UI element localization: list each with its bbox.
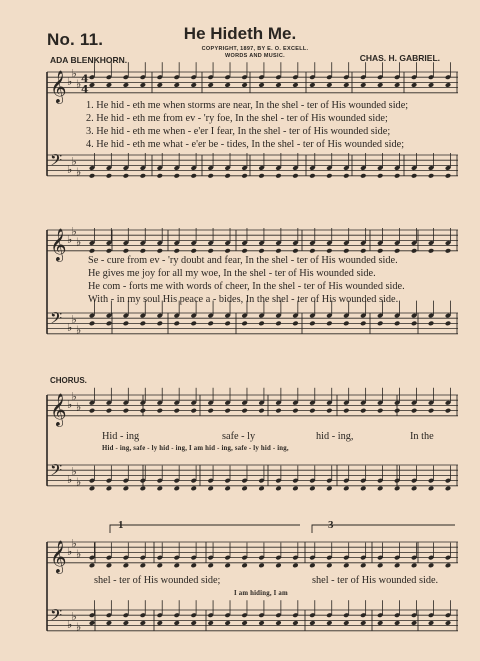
system1-verses <box>86 99 408 151</box>
treble-note <box>360 563 366 569</box>
treble-note <box>326 82 332 88</box>
treble-note <box>106 408 112 414</box>
treble-note <box>207 82 213 88</box>
flat-sign: ♭ <box>76 235 82 249</box>
treble-note <box>258 248 264 254</box>
treble-note <box>157 563 163 569</box>
bass-note <box>377 173 383 179</box>
treble-note <box>174 248 180 254</box>
verse-line: 4. He hid - eth me what - e'er be - tides, In the shel - ter of His wounded side; <box>86 139 405 150</box>
bass-note <box>326 620 332 626</box>
bass-note <box>275 486 281 492</box>
treble-clef: 𝄞 <box>50 227 67 261</box>
treble-note <box>140 563 146 569</box>
flat-sign: ♭ <box>71 390 77 403</box>
bass-note <box>140 321 146 327</box>
bass-note <box>292 620 298 626</box>
bass-note <box>445 486 451 492</box>
flat-sign: ♭ <box>71 225 77 238</box>
bass-note <box>428 321 434 327</box>
treble-note <box>428 563 434 569</box>
bass-note <box>411 321 417 327</box>
treble-note <box>445 82 451 88</box>
bass-note <box>89 620 95 626</box>
treble-note <box>343 563 349 569</box>
treble-note <box>207 248 213 254</box>
treble-note <box>377 248 383 254</box>
bass-note <box>190 620 196 626</box>
treble-note <box>140 408 146 414</box>
bass-note <box>123 620 129 626</box>
treble-note <box>174 563 180 569</box>
bass-note <box>394 486 400 492</box>
verse-line: With - in my soul His peace a - bides, In the shel - ter of His wounded side. <box>88 294 399 305</box>
verse-line: Se - cure from ev - 'ry doubt and fear, In the shel - ter of His wounded side. <box>88 255 398 266</box>
bass-note <box>140 486 146 492</box>
bass-note <box>411 486 417 492</box>
flat-sign: ♭ <box>67 397 73 411</box>
treble-note <box>343 82 349 88</box>
treble-note <box>292 408 298 414</box>
treble-note <box>292 248 298 254</box>
bass-note <box>258 486 264 492</box>
treble-note <box>241 82 247 88</box>
treble-note <box>207 563 213 569</box>
bass-note <box>174 321 180 327</box>
bass-note <box>343 321 349 327</box>
treble-note <box>224 82 230 88</box>
treble-note <box>157 248 163 254</box>
bass-note <box>140 620 146 626</box>
bass-note <box>174 620 180 626</box>
treble-note <box>309 563 315 569</box>
bass-note <box>157 620 163 626</box>
treble-note <box>428 408 434 414</box>
treble-note <box>292 82 298 88</box>
flat-sign: ♭ <box>71 313 77 327</box>
treble-note <box>343 248 349 254</box>
bass-note <box>89 173 95 179</box>
bass-note <box>309 173 315 179</box>
flat-sign: ♭ <box>71 537 77 550</box>
treble-note <box>106 82 112 88</box>
bass-note <box>292 321 298 327</box>
bass-note <box>106 620 112 626</box>
second-ending-number: 3 <box>328 519 334 531</box>
bass-note <box>275 321 281 327</box>
treble-note <box>258 82 264 88</box>
treble-note <box>106 248 112 254</box>
bass-note <box>207 173 213 179</box>
bass-note <box>326 321 332 327</box>
flat-sign: ♭ <box>71 465 77 479</box>
bass-note <box>428 620 434 626</box>
treble-note <box>190 563 196 569</box>
treble-note <box>428 248 434 254</box>
treble-note <box>360 82 366 88</box>
treble-note <box>224 248 230 254</box>
treble-note <box>224 408 230 414</box>
first-ending-number: 1 <box>118 519 124 531</box>
treble-note <box>123 408 129 414</box>
copyright-line: COPYRIGHT, 1897, BY E. O. EXCELL. <box>201 46 309 52</box>
verse-line: He gives me joy for all my woe, In the shel - ter of His wounded side. <box>88 268 376 279</box>
bass-note <box>123 486 129 492</box>
treble-note <box>224 563 230 569</box>
ending-small-lyric: I am hiding, I am <box>234 590 288 597</box>
first-ending-bracket <box>110 525 300 533</box>
chorus-small-lyric: Hid - ing, safe - ly hid - ing, I am hid - ing, safe - ly hid - ing, <box>102 445 289 452</box>
bass-note <box>343 486 349 492</box>
treble-note <box>411 82 417 88</box>
treble-note <box>343 408 349 414</box>
treble-note <box>258 563 264 569</box>
bass-note <box>343 620 349 626</box>
bass-note <box>207 620 213 626</box>
bass-note <box>258 620 264 626</box>
bass-note <box>207 321 213 327</box>
flat-sign: ♭ <box>67 163 73 176</box>
treble-note <box>394 82 400 88</box>
bass-note <box>207 486 213 492</box>
treble-note <box>123 248 129 254</box>
treble-note <box>377 408 383 414</box>
bass-note <box>157 486 163 492</box>
bass-note <box>343 173 349 179</box>
bass-note <box>428 173 434 179</box>
treble-note <box>258 408 264 414</box>
treble-note <box>275 82 281 88</box>
treble-note <box>394 563 400 569</box>
system2-verses <box>88 254 405 306</box>
flat-sign: ♭ <box>76 77 82 91</box>
flat-sign: ♭ <box>71 610 77 624</box>
bass-note <box>89 321 95 327</box>
bass-note <box>157 173 163 179</box>
flat-sign: ♭ <box>71 155 77 169</box>
bass-note <box>157 321 163 327</box>
bass-note <box>309 321 315 327</box>
chorus-lyric: Hid - ing <box>102 431 140 442</box>
chorus-lyric: In the <box>410 431 434 442</box>
bass-note <box>411 620 417 626</box>
flat-sign: ♭ <box>67 232 73 246</box>
flat-sign: ♭ <box>67 321 73 334</box>
treble-note <box>445 408 451 414</box>
treble-note <box>106 563 112 569</box>
treble-note <box>445 248 451 254</box>
flat-sign: ♭ <box>76 475 82 489</box>
bass-clef: 𝄢 <box>50 606 63 629</box>
chorus-label: CHORUS. <box>50 376 87 385</box>
treble-note <box>309 82 315 88</box>
hymn-title: He Hideth Me. <box>183 24 297 43</box>
hymn-number: No. 11. <box>47 30 104 49</box>
treble-note <box>326 408 332 414</box>
flat-sign: ♭ <box>67 544 73 558</box>
treble-note <box>377 82 383 88</box>
flat-sign: ♭ <box>76 620 82 634</box>
bass-note <box>224 486 230 492</box>
verse-line: 1. He hid - eth me when storms are near, In the shel - ter of His wounded side; <box>86 100 409 111</box>
composer-credit: CHAS. H. GABRIEL. <box>359 53 440 63</box>
flat-sign: ♭ <box>76 547 82 561</box>
flat-sign: ♭ <box>76 400 82 414</box>
lyricist-credit: ADA BLENKHORN. <box>50 55 128 65</box>
treble-note <box>292 563 298 569</box>
bass-note <box>190 321 196 327</box>
bass-note <box>445 321 451 327</box>
treble-note <box>445 563 451 569</box>
bass-note <box>224 620 230 626</box>
treble-note <box>123 563 129 569</box>
bass-note <box>140 173 146 179</box>
time-signature: 4 <box>81 82 89 96</box>
flat-sign: ♭ <box>76 165 82 179</box>
treble-note <box>428 82 434 88</box>
treble-note <box>275 563 281 569</box>
flat-sign: ♭ <box>76 323 82 337</box>
bass-clef: 𝄢 <box>50 151 63 174</box>
treble-note <box>207 408 213 414</box>
bass-note <box>309 620 315 626</box>
verse-line: 2. He hid - eth me from ev - 'ry foe, In the shel - ter of His wounded side; <box>86 113 388 124</box>
treble-note <box>140 248 146 254</box>
treble-note <box>190 82 196 88</box>
flat-sign: ♭ <box>67 473 73 486</box>
treble-note <box>275 248 281 254</box>
treble-note <box>411 408 417 414</box>
bass-note <box>394 173 400 179</box>
bass-note <box>275 173 281 179</box>
chorus-lyric: safe - ly <box>222 431 256 442</box>
time-signature: 4 <box>81 72 89 86</box>
treble-note <box>411 563 417 569</box>
bass-note <box>190 486 196 492</box>
treble-note <box>377 563 383 569</box>
treble-note <box>89 563 95 569</box>
bass-note <box>326 173 332 179</box>
bass-note <box>275 620 281 626</box>
treble-note <box>174 408 180 414</box>
bass-note <box>106 173 112 179</box>
words-music-line: WORDS AND MUSIC. <box>225 53 285 59</box>
bass-note <box>445 173 451 179</box>
treble-note <box>89 408 95 414</box>
bass-note <box>292 173 298 179</box>
bass-note <box>411 173 417 179</box>
bass-note <box>258 173 264 179</box>
flat-sign: ♭ <box>67 618 73 631</box>
bass-note <box>106 321 112 327</box>
bass-note <box>360 173 366 179</box>
bass-note <box>241 486 247 492</box>
treble-note <box>89 248 95 254</box>
bass-note <box>445 620 451 626</box>
flat-sign: ♭ <box>71 67 77 80</box>
bass-note <box>360 321 366 327</box>
treble-note <box>190 408 196 414</box>
treble-note <box>309 408 315 414</box>
bass-note <box>174 173 180 179</box>
bass-note <box>258 321 264 327</box>
bass-note <box>224 321 230 327</box>
bass-note <box>106 486 112 492</box>
treble-clef: 𝄞 <box>50 69 67 103</box>
bass-clef: 𝄢 <box>50 309 63 332</box>
chorus-lyric: hid - ing, <box>316 431 354 442</box>
bass-note <box>241 321 247 327</box>
verse-line: 3. He hid - eth me when - e'er I fear, In the shel - ter of His wounded side; <box>86 126 391 137</box>
bass-note <box>241 173 247 179</box>
treble-note <box>89 82 95 88</box>
treble-note <box>140 82 146 88</box>
bass-note <box>428 486 434 492</box>
bass-note <box>224 173 230 179</box>
treble-note <box>411 248 417 254</box>
bass-note <box>123 321 129 327</box>
bass-note <box>377 486 383 492</box>
ending-lyric: shel - ter of His wounded side. <box>312 575 439 586</box>
treble-note <box>309 248 315 254</box>
bass-note <box>292 486 298 492</box>
bass-note <box>123 173 129 179</box>
bass-note <box>89 486 95 492</box>
bass-note <box>309 486 315 492</box>
bass-note <box>377 620 383 626</box>
treble-note <box>275 408 281 414</box>
treble-clef: 𝄞 <box>50 392 67 426</box>
treble-note <box>360 248 366 254</box>
bass-note <box>360 620 366 626</box>
bass-note <box>241 620 247 626</box>
treble-note <box>241 248 247 254</box>
bass-note <box>394 321 400 327</box>
treble-note <box>157 408 163 414</box>
treble-note <box>123 82 129 88</box>
treble-clef: 𝄞 <box>50 539 67 573</box>
bass-clef: 𝄢 <box>50 461 63 484</box>
treble-note <box>190 248 196 254</box>
bass-note <box>360 486 366 492</box>
treble-note <box>157 82 163 88</box>
treble-note <box>241 408 247 414</box>
bass-note <box>174 486 180 492</box>
bass-note <box>377 321 383 327</box>
treble-note <box>360 408 366 414</box>
ending-lyric: shel - ter of His wounded side; <box>94 575 221 586</box>
flat-sign: ♭ <box>67 74 73 88</box>
treble-note <box>174 82 180 88</box>
bass-note <box>394 620 400 626</box>
treble-note <box>394 408 400 414</box>
treble-note <box>326 248 332 254</box>
bass-note <box>326 486 332 492</box>
treble-note <box>326 563 332 569</box>
treble-note <box>394 248 400 254</box>
treble-note <box>241 563 247 569</box>
verse-line: He com - forts me with words of cheer, In the shel - ter of His wounded side. <box>88 281 405 292</box>
bass-note <box>190 173 196 179</box>
